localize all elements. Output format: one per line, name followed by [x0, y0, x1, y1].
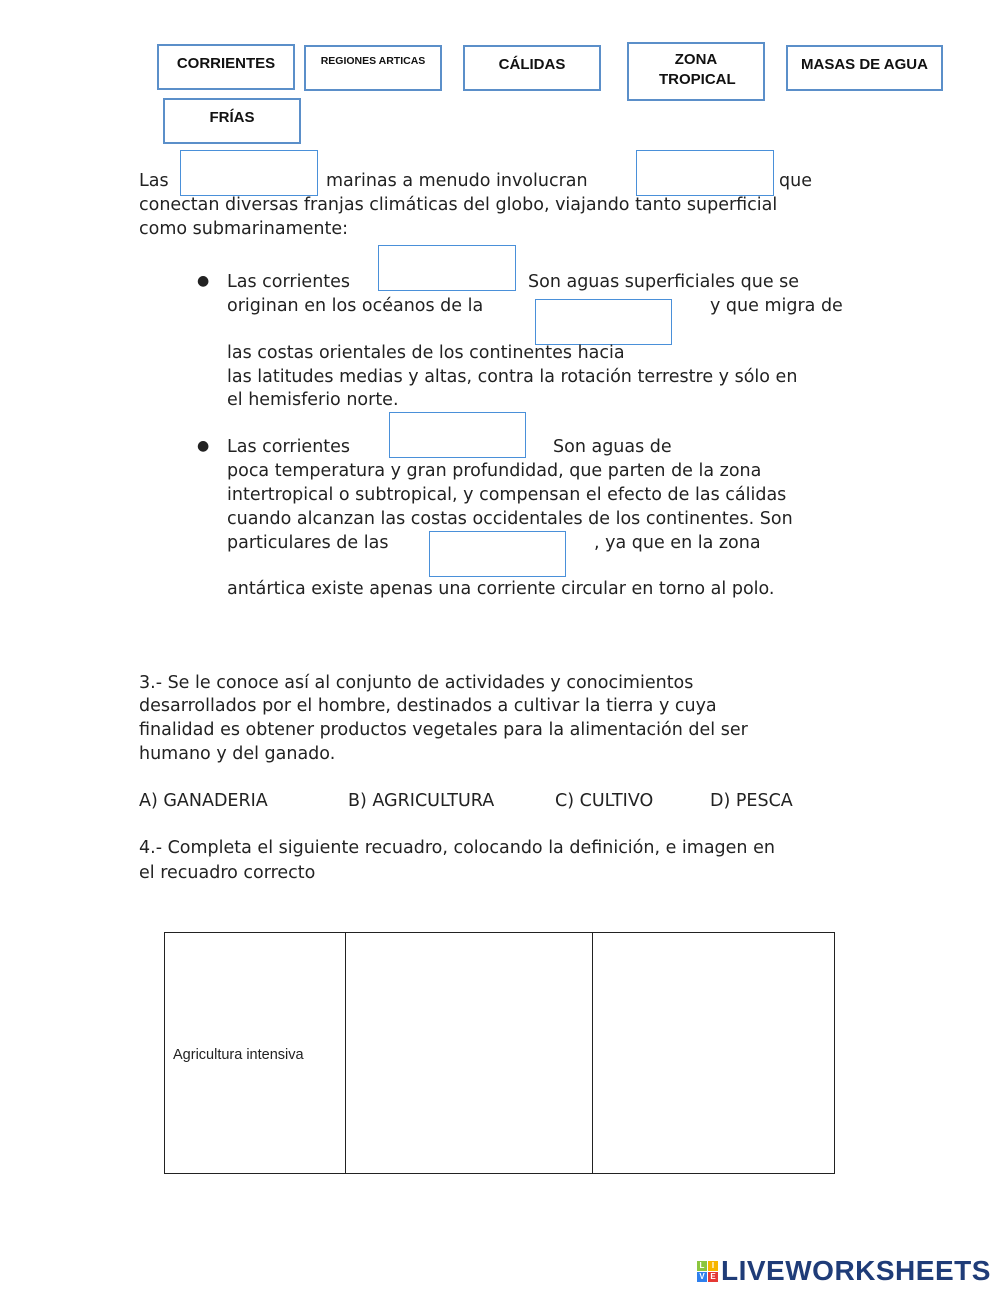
text: originan en los océanos de la [227, 296, 484, 316]
logo-letter: I [708, 1261, 718, 1271]
question-4-text: 4.- Completa el siguiente recuadro, colocando la definición, e imagen en [139, 838, 775, 858]
word-chip-masas-de-agua[interactable]: MASAS DE AGUA [786, 45, 943, 91]
question-4-text: el recuadro correcto [139, 863, 316, 883]
logo-text: LIVEWORKSHEETS [721, 1255, 991, 1286]
bullet-icon: ● [197, 273, 210, 289]
text: particulares de las [227, 533, 389, 553]
option-b[interactable]: B) AGRICULTURA [348, 791, 495, 811]
text: como submarinamente: [139, 219, 349, 239]
text: las latitudes medias y altas, contra la rotación terrestre y sólo en [227, 367, 798, 387]
text: el hemisferio norte. [227, 390, 399, 410]
word-chip-frias[interactable]: FRÍAS [163, 98, 301, 144]
text: Son aguas superficiales que se [528, 272, 800, 292]
logo-letter: E [708, 1272, 718, 1282]
drop-zone-4[interactable] [535, 299, 672, 345]
text: , ya que en la zona [594, 533, 761, 553]
drop-zone-3[interactable] [378, 245, 516, 291]
text: intertropical o subtropical, y compensan el efecto de las cálidas [227, 485, 787, 505]
logo-letter: V [697, 1272, 707, 1282]
drop-zone-5[interactable] [389, 412, 526, 458]
drop-zone-2[interactable] [636, 150, 774, 196]
table-label-cell [165, 933, 346, 1174]
question-3-text: humano y del ganado. [139, 744, 336, 764]
text: marinas a menudo involucran [326, 171, 588, 191]
text: que [779, 171, 812, 191]
logo-icon [697, 1261, 718, 1282]
text: conectan diversas franjas climáticas del globo, viajando tanto superficial [139, 195, 778, 215]
question-3-text: 3.- Se le conoce así al conjunto de actividades y conocimientos [139, 673, 694, 693]
question-3-text: finalidad es obtener productos vegetales para la alimentación del ser [139, 720, 748, 740]
answer-table [164, 932, 835, 1174]
drop-zone-6[interactable] [429, 531, 566, 577]
definition-drop-cell[interactable] [346, 933, 593, 1174]
text: y que migra de [710, 296, 843, 316]
option-d[interactable]: D) PESCA [710, 791, 793, 811]
row-label: Agricultura intensiva [173, 1046, 304, 1063]
word-chip-regiones-articas[interactable]: REGIONES ARTICAS [304, 45, 442, 91]
text: Las corrientes [227, 437, 351, 457]
text: Son aguas de [553, 437, 672, 457]
option-a[interactable]: A) GANADERIA [139, 791, 268, 811]
text: poca temperatura y gran profundidad, que parten de la zona [227, 461, 762, 481]
text: las costas orientales de los continentes hacia [227, 343, 625, 363]
text: Las corrientes [227, 272, 351, 292]
drop-zone-1[interactable] [180, 150, 318, 196]
logo-letter: L [697, 1261, 707, 1271]
word-chip-corrientes[interactable]: CORRIENTES [157, 44, 295, 90]
word-chip-zona-tropical[interactable]: ZONA TROPICAL [627, 42, 765, 101]
text: antártica existe apenas una corriente circular en torno al polo. [227, 579, 775, 599]
text: cuando alcanzan las costas occidentales de los continentes. Son [227, 509, 793, 529]
bullet-icon: ● [197, 438, 210, 454]
option-c[interactable]: C) CULTIVO [555, 791, 654, 811]
question-3-text: desarrollados por el hombre, destinados a cultivar la tierra y cuya [139, 696, 717, 716]
liveworksheets-logo [697, 1255, 991, 1287]
image-drop-cell[interactable] [593, 933, 835, 1174]
text: Las [139, 171, 169, 191]
word-chip-calidas[interactable]: CÁLIDAS [463, 45, 601, 91]
